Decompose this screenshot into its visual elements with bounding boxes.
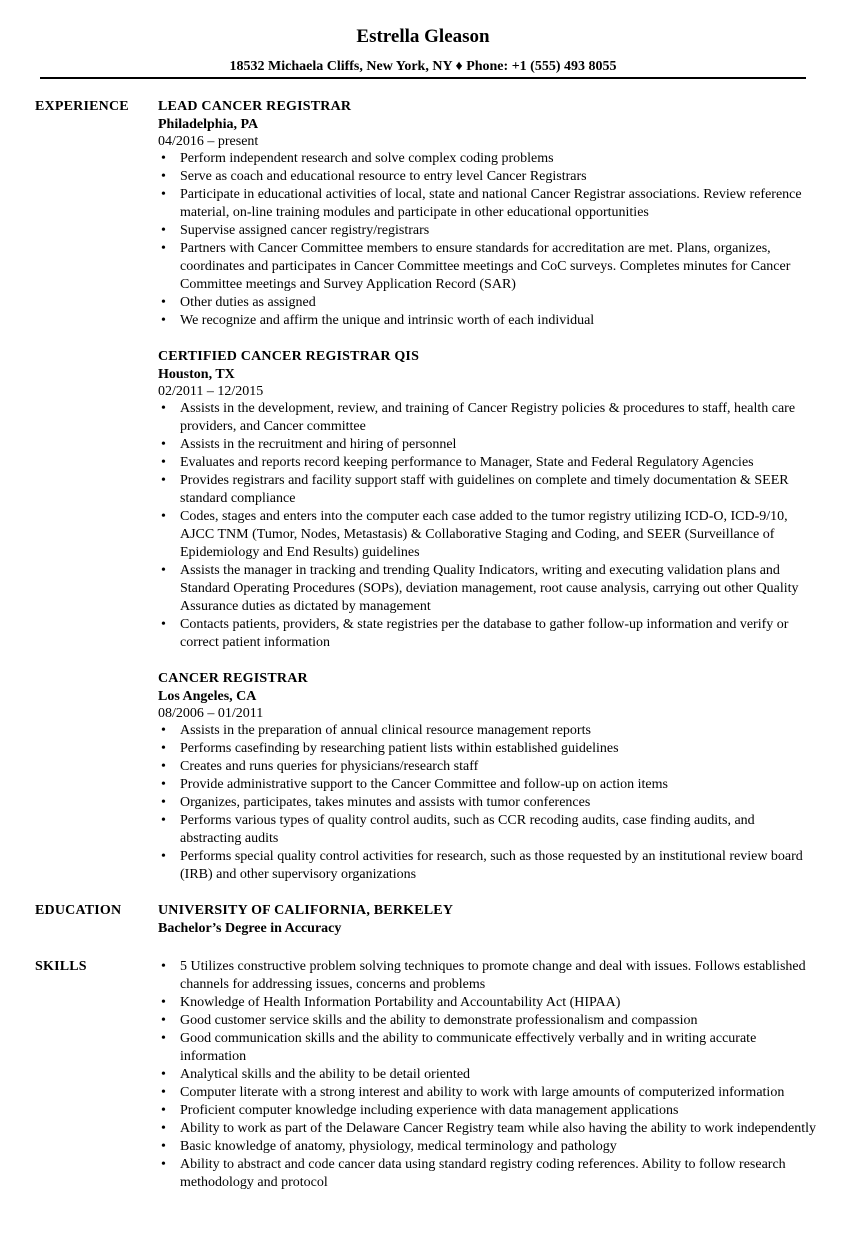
education-heading: EDUCATION xyxy=(35,903,122,918)
duty-item: • Assists in the preparation of annual clinical resource management reports xyxy=(158,722,818,740)
experience-heading: EXPERIENCE xyxy=(35,99,129,114)
skill-item: • Good communication skills and the ability to communicate effectively verbally and in writing accurate information xyxy=(158,1030,818,1066)
duty-item: • Evaluates and reports record keeping performance to Manager, State and Federal Regulatory Agencies xyxy=(158,454,818,472)
duty-item: • Performs special quality control activities for research, such as those requested by an institutional review board (IRB) and other supervisory organizations xyxy=(158,848,818,884)
duty-item: • Organizes, participates, takes minutes and assists with tumor conferences xyxy=(158,794,818,812)
duty-item: • Perform independent research and solve complex coding problems xyxy=(158,150,818,168)
job-title: CANCER REGISTRAR xyxy=(158,671,308,686)
job-dates: 08/2006 – 01/2011 xyxy=(158,706,264,721)
resume-header xyxy=(40,24,806,76)
job-title: CERTIFIED CANCER REGISTRAR QIS xyxy=(158,349,420,364)
candidate-name: Estrella Gleason xyxy=(356,26,490,47)
job-dates: 02/2011 – 12/2015 xyxy=(158,384,264,399)
skill-item: • Analytical skills and the ability to be detail oriented xyxy=(158,1066,818,1084)
skill-item: • Ability to work as part of the Delaware Cancer Registry team while also having the ability to work independently xyxy=(158,1120,818,1138)
duty-item: • Assists the manager in tracking and trending Quality Indicators, writing and executing validation plans and Standard Operating Procedures (SOPs), deviation management, root cause analysis, carrying out other Quality Assurance duties as dictated by management xyxy=(158,562,818,616)
job-location: Houston, TX xyxy=(158,367,235,382)
skills-heading: SKILLS xyxy=(35,959,87,974)
school-name: UNIVERSITY OF CALIFORNIA, BERKELEY xyxy=(158,903,454,918)
skill-item: • Ability to abstract and code cancer data using standard registry coding references. Ability to follow research methodology and protocol xyxy=(158,1156,818,1192)
education-body xyxy=(158,902,818,938)
job-entry xyxy=(158,98,818,330)
job-entry xyxy=(158,670,818,884)
experience-section xyxy=(0,98,860,884)
duty-item: • Supervise assigned cancer registry/registrars xyxy=(158,222,818,240)
duty-item: • Participate in educational activities of local, state and national Cancer Registrar associations. Review reference material, on-line training modules and participate in other educational opportunities xyxy=(158,186,818,222)
duty-item: • Other duties as assigned xyxy=(158,294,818,312)
job-location: Philadelphia, PA xyxy=(158,117,259,132)
job-duties xyxy=(158,150,818,330)
duty-item: • Provides registrars and facility support staff with guidelines on complete and timely documentation & SEER standard compliance xyxy=(158,472,818,508)
skill-item: • 5 Utilizes constructive problem solving techniques to promote change and deal with issues. Follows established channels for addressing issues, concerns and problems xyxy=(158,958,818,994)
duty-item: • Performs casefinding by researching patient lists within established guidelines xyxy=(158,740,818,758)
duty-item: • Contacts patients, providers, & state registries per the database to gather follow-up information and verify or correct patient information xyxy=(158,616,818,652)
skills-body xyxy=(158,958,818,1192)
job-location: Los Angeles, CA xyxy=(158,689,257,704)
duty-item: • Assists in the recruitment and hiring of personnel xyxy=(158,436,818,454)
duty-item: • Serve as coach and educational resource to entry level Cancer Registrars xyxy=(158,168,818,186)
experience-body xyxy=(158,98,818,884)
skills-list xyxy=(158,958,818,1192)
job-dates: 04/2016 – present xyxy=(158,134,259,149)
job-duties xyxy=(158,400,818,652)
duty-item: • Partners with Cancer Committee members to ensure standards for accreditation are met. Plans, organizes, coordinates and participates in Cancer Committee meetings and CoC surveys. Completes minutes for Cancer Committee meetings and Survey Application Record (SAR) xyxy=(158,240,818,294)
skill-item: • Good customer service skills and the ability to demonstrate professionalism and compassion xyxy=(158,1012,818,1030)
duty-item: • Provide administrative support to the Cancer Committee and follow-up on action items xyxy=(158,776,818,794)
skill-item: • Proficient computer knowledge including experience with data management applications xyxy=(158,1102,818,1120)
header-divider xyxy=(40,77,806,79)
job-entry xyxy=(158,348,818,652)
duty-item: • Codes, stages and enters into the computer each case added to the tumor registry utilizing ICD-O, ICD-9/10, AJCC TNM (Tumor, Nodes, Metastasis) & Collaborative Staging and Coding, and SEER (Surveillance of Epidemiology and End Results) guidelines xyxy=(158,508,818,562)
degree-name: Bachelor’s Degree in Accuracy xyxy=(158,921,342,936)
contact-line: 18532 Michaela Cliffs, New York, NY ♦ Phone: +1 (555) 493 8055 xyxy=(229,59,617,74)
skill-item: • Basic knowledge of anatomy, physiology, medical terminology and pathology xyxy=(158,1138,818,1156)
resume-content xyxy=(0,98,860,1192)
skills-section xyxy=(0,958,860,1192)
job-duties xyxy=(158,722,818,884)
duty-item: • Creates and runs queries for physicians/research staff xyxy=(158,758,818,776)
job-title: LEAD CANCER REGISTRAR xyxy=(158,99,352,114)
education-section xyxy=(0,902,860,938)
duty-item: • We recognize and affirm the unique and intrinsic worth of each individual xyxy=(158,312,818,330)
skill-item: • Knowledge of Health Information Portability and Accountability Act (HIPAA) xyxy=(158,994,818,1012)
duty-item: • Assists in the development, review, and training of Cancer Registry policies & procedures to staff, health care providers, and Cancer committee xyxy=(158,400,818,436)
skill-item: • Computer literate with a strong interest and ability to work with large amounts of computerized information xyxy=(158,1084,818,1102)
education-entry xyxy=(158,902,818,938)
duty-item: • Performs various types of quality control audits, such as CCR recoding audits, case finding audits, and abstracting audits xyxy=(158,812,818,848)
